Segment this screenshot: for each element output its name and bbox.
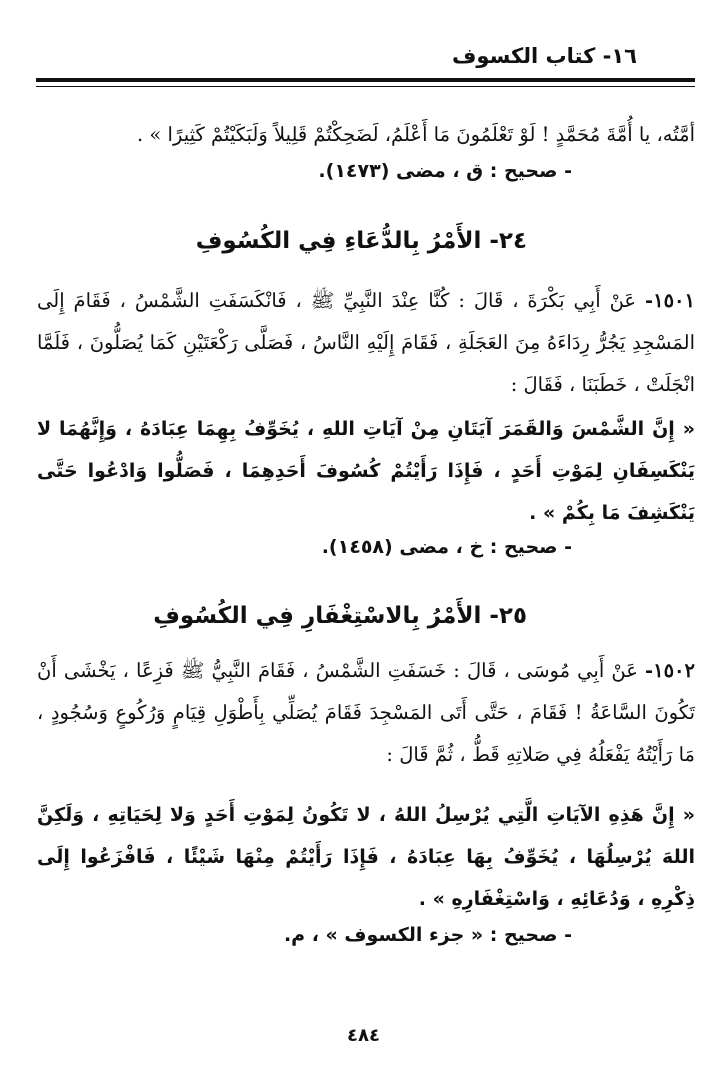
hadith-1502 [37, 650, 695, 776]
hadith-1502-grade: - صحيح : « جزء الكسوف » ، م. [283, 924, 572, 946]
hadith-1501-quote: « إِنَّ الشَّمْسَ وَالقَمَرَ آيَتَانِ مِنْ آيَاتِ اللهِ ، يُخَوِّفُ بِهِمَا عِبَادَهُ ، وَإِنَّهُمَا لا يَنْكَسِفَانِ لِمَوْتِ أَحَدٍ ، فَإِذَا رَأَيْتُمْ كُسُوفَ أَحَدِهِمَا ، فَصَلُّوا وَادْعُوا حَتَّى يَنْكَشِفَ مَا بِكُمْ » . [37, 418, 695, 524]
hadith-1501 [37, 280, 695, 406]
hadith-1501-narration: عَنْ أَبِي بَكْرَةَ ، قَالَ : كُنَّا عِنْدَ النَّبِيِّ ﷺ ، فَانْكَسَفَتِ الشَّمْسُ ، فَقَامَ إِلَى المَسْجِدِ يَجُرُّ رِدَاءَهُ مِنَ العَجَلَةِ ، فَقَامَ إِلَيْهِ النَّاسُ ، فَصَلَّى رَكْعَتَيْنِ كَمَا يُصَلُّونَ ، فَلَمَّا انْجَلَتْ ، خَطَبَنَا ، فَقَالَ : [37, 289, 695, 396]
header-rule-thin [36, 86, 695, 87]
previous-hadith-ending: أمَّتُه، يا أُمَّةَ مُحَمَّدٍ ! لَوْ تَعْلَمُونَ مَا أَعْلَمُ، لَضَحِكْتُمْ قَلِيلاً وَلَبَكَيْتُمْ كَثِيرًا » . [137, 123, 695, 146]
chapter-25-heading: ٢٥- الأَمْرُ بِالاسْتِغْفَارِ فِي الكُسُوفِ [153, 603, 527, 629]
hadith-1501-number: ١٥٠١- [645, 289, 695, 312]
previous-hadith-grade: - صحيح : ق ، مضى (١٤٧٣). [318, 160, 572, 182]
header-rule-thick [36, 78, 695, 82]
running-header: ١٦- كتاب الكسوف [452, 44, 637, 68]
page-number: ٤٨٤ [347, 1025, 380, 1046]
hadith-1502-narration: عَنْ أَبِي مُوسَى ، قَالَ : خَسَفَتِ الشَّمْسُ ، فَقَامَ النَّبِيُّ ﷺ فَزِعًا ، يَخْشَى أَنْ تَكُونَ السَّاعَةُ ! فَقَامَ ، حَتَّى أَتَى المَسْجِدَ فَقَامَ يُصَلِّي بِأَطْوَلِ قِيَامٍ وَرُكُوعٍ وَسُجُودٍ ، مَا رَأَيْتُهُ يَفْعَلُهُ فِي صَلاتِهِ قَطُّ ، ثُمَّ قَالَ : [37, 659, 695, 766]
hadith-1501-grade: - صحيح : خ ، مضى (١٤٥٨). [321, 536, 572, 558]
hadith-1502-number: ١٥٠٢- [645, 659, 695, 682]
chapter-24-heading: ٢٤- الأَمْرُ بِالدُّعَاءِ فِي الكُسُوفِ [195, 228, 527, 254]
hadith-1502-quote: « إِنَّ هَذِهِ الآيَاتِ الَّتِي يُرْسِلُ اللهُ ، لا تَكُونُ لِمَوْتِ أَحَدٍ وَلا لِحَيَاتِهِ ، وَلَكِنَّ اللهَ يُرْسِلُهَا ، يُخَوِّفُ بِهَا عِبَادَهُ ، فَإِذَا رَأَيْتُمْ مِنْهَا شَيْئًا ، فَافْزَعُوا إِلَى ذِكْرِهِ ، وَدُعَائِهِ ، وَاسْتِغْفَارِهِ » . [37, 804, 695, 910]
